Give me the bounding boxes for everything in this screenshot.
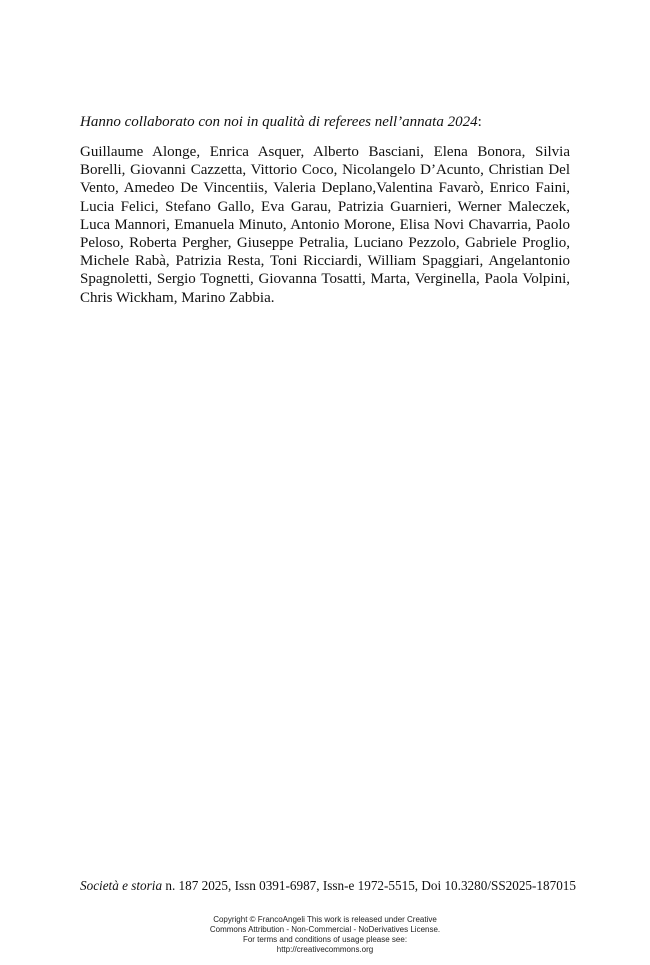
license-line-2: Commons Attribution - Non-Commercial - NoDerivatives License. xyxy=(209,925,441,934)
referees-intro-colon: : xyxy=(477,114,482,130)
license-line-1: Copyright © FrancoAngeli This work is released under Creative xyxy=(213,915,437,924)
journal-citation xyxy=(80,878,580,894)
license-notice xyxy=(140,915,510,955)
referees-intro xyxy=(80,113,570,131)
referees-list: Guillaume Alonge, Enrica Asquer, Alberto Basciani, Elena Bonora, Silvia Borelli, Giovanni Cazzetta, Vittorio Coco, Nicolangelo D’Acunto, Christian Del Vento, Amedeo De Vincentiis, Valeria Deplano,Valentina Favarò, Enrico Faini, Lucia Felici, Stefano Gallo, Eva Garau, Patrizia Guarnieri, Werner Maleczek, Luca Mannori, Emanuela Minuto, Antonio Morone, Elisa Novi Chavarria, Paolo Peloso, Roberta Pergher, Giuseppe Petralia, Luciano Pezzolo, Gabriele Proglio, Michele Rabà, Patrizia Resta, Toni Ricciardi, William Spaggiari, Angelantonio Spagnoletti, Sergio Tognetti, Giovanna Tosatti, Marta, Verginella, Paola Volpini, Chris Wickham, Marino Zabbia. xyxy=(80,144,570,306)
license-link[interactable]: http://creativecommons.org xyxy=(276,945,374,954)
referees-intro-text: Hanno collaborato con noi in qualità di referees nell’annata 2024 xyxy=(80,114,478,130)
journal-details: n. 187 2025, Issn 0391-6987, Issn-e 1972-5515, Doi 10.3280/SS2025-187015 xyxy=(162,878,576,893)
license-line-3: For terms and conditions of usage please see: xyxy=(242,935,408,944)
journal-title: Società e storia xyxy=(80,878,163,893)
